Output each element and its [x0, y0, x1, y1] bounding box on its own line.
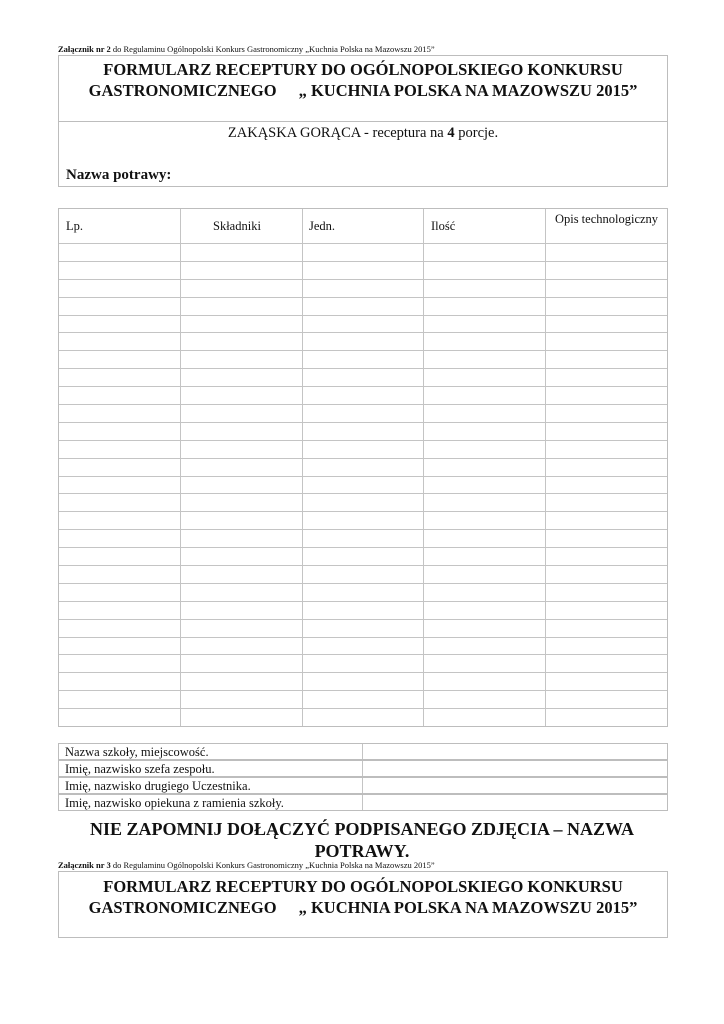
info-label-team-lead: Imię, nazwisko szefa zespołu. [65, 762, 215, 776]
table-column-divider [302, 209, 303, 726]
form-title-line2b: „ KUCHNIA POLSKA NA MAZOWSZU 2015” [298, 81, 638, 100]
form-title-line1: FORMULARZ RECEPTURY DO OGÓLNOPOLSKIEGO KONKURSU [103, 60, 623, 79]
dish-name-label: Nazwa potrawy: [66, 167, 172, 183]
column-header-ingredients: Składniki [213, 219, 261, 233]
table-row [59, 404, 667, 405]
form-title-line2a: GASTRONOMICZNEGO [88, 81, 277, 100]
table-row [59, 440, 667, 441]
table-column-divider [423, 209, 424, 726]
info-label-supervisor: Imię, nazwisko opiekuna z ramienia szkoły. [65, 796, 284, 810]
table-row [59, 368, 667, 369]
table-row [59, 476, 667, 477]
annex-header [58, 44, 435, 54]
table-row [59, 261, 667, 262]
table-row [59, 386, 667, 387]
info-row-team-lead [58, 760, 668, 777]
category-prefix: ZAKĄSKA GORĄCA - receptura na [227, 125, 448, 141]
table-row [59, 672, 667, 673]
info-row-second-participant [58, 777, 668, 794]
table-row [59, 583, 667, 584]
column-header-quantity: Ilość [431, 219, 456, 233]
annex-label-2: Załącznik nr 3 [58, 860, 111, 870]
table-row [59, 243, 667, 244]
category-line [59, 125, 667, 142]
table-row [59, 279, 667, 280]
table-row [59, 690, 667, 691]
info-label-second-participant: Imię, nazwisko drugiego Uczestnika. [65, 779, 251, 793]
column-header-description: Opis technologiczny [554, 212, 659, 226]
table-row [59, 297, 667, 298]
table-column-divider [180, 209, 181, 726]
category-box [58, 121, 668, 187]
photo-warning-line2: POTRAWY. [314, 841, 410, 861]
photo-warning [40, 818, 684, 862]
table-row [59, 619, 667, 620]
form-title-line2 [59, 80, 667, 101]
photo-warning-line1: NIE ZAPOMNIJ DOŁĄCZYĆ PODPISANEGO ZDJĘCIA – NAZWA [89, 819, 635, 839]
form-title-2-line1: FORMULARZ RECEPTURY DO OGÓLNOPOLSKIEGO KONKURSU [103, 877, 623, 896]
form-title-2-line2b: „ KUCHNIA POLSKA NA MAZOWSZU 2015” [298, 898, 638, 917]
form-title-2-line2 [59, 897, 667, 918]
table-row [59, 332, 667, 333]
table-row [59, 422, 667, 423]
recipe-table [58, 208, 668, 727]
table-row [59, 565, 667, 566]
table-row [59, 529, 667, 530]
annex-label: Załącznik nr 2 [58, 44, 111, 54]
info-label-school: Nazwa szkoły, miejscowość. [65, 745, 209, 759]
column-header-unit: Jedn. [309, 219, 336, 233]
table-row [59, 708, 667, 709]
annex-text-2: do Regulaminu Ogólnopolski Konkurs Gastronomiczny „Kuchnia Polska na Mazowszu 2015” [110, 860, 435, 870]
info-row-school [58, 743, 668, 760]
form-title-2-line2a: GASTRONOMICZNEGO [88, 898, 277, 917]
column-header-lp: Lp. [66, 219, 84, 233]
title-box-2 [58, 871, 668, 938]
table-row [59, 637, 667, 638]
portion-count: 4 [447, 125, 455, 141]
info-row-supervisor [58, 794, 668, 811]
table-row [59, 315, 667, 316]
table-row [59, 547, 667, 548]
table-row [59, 493, 667, 494]
table-row [59, 350, 667, 351]
table-row [59, 601, 667, 602]
table-row [59, 654, 667, 655]
table-row [59, 458, 667, 459]
title-box [58, 55, 668, 122]
annex-text: do Regulaminu Ogólnopolski Konkurs Gastronomiczny „Kuchnia Polska na Mazowszu 2015” [110, 44, 435, 54]
table-column-divider [545, 209, 546, 726]
table-row [59, 511, 667, 512]
category-suffix: porcje. [454, 125, 499, 141]
annex-header-2 [58, 860, 435, 870]
